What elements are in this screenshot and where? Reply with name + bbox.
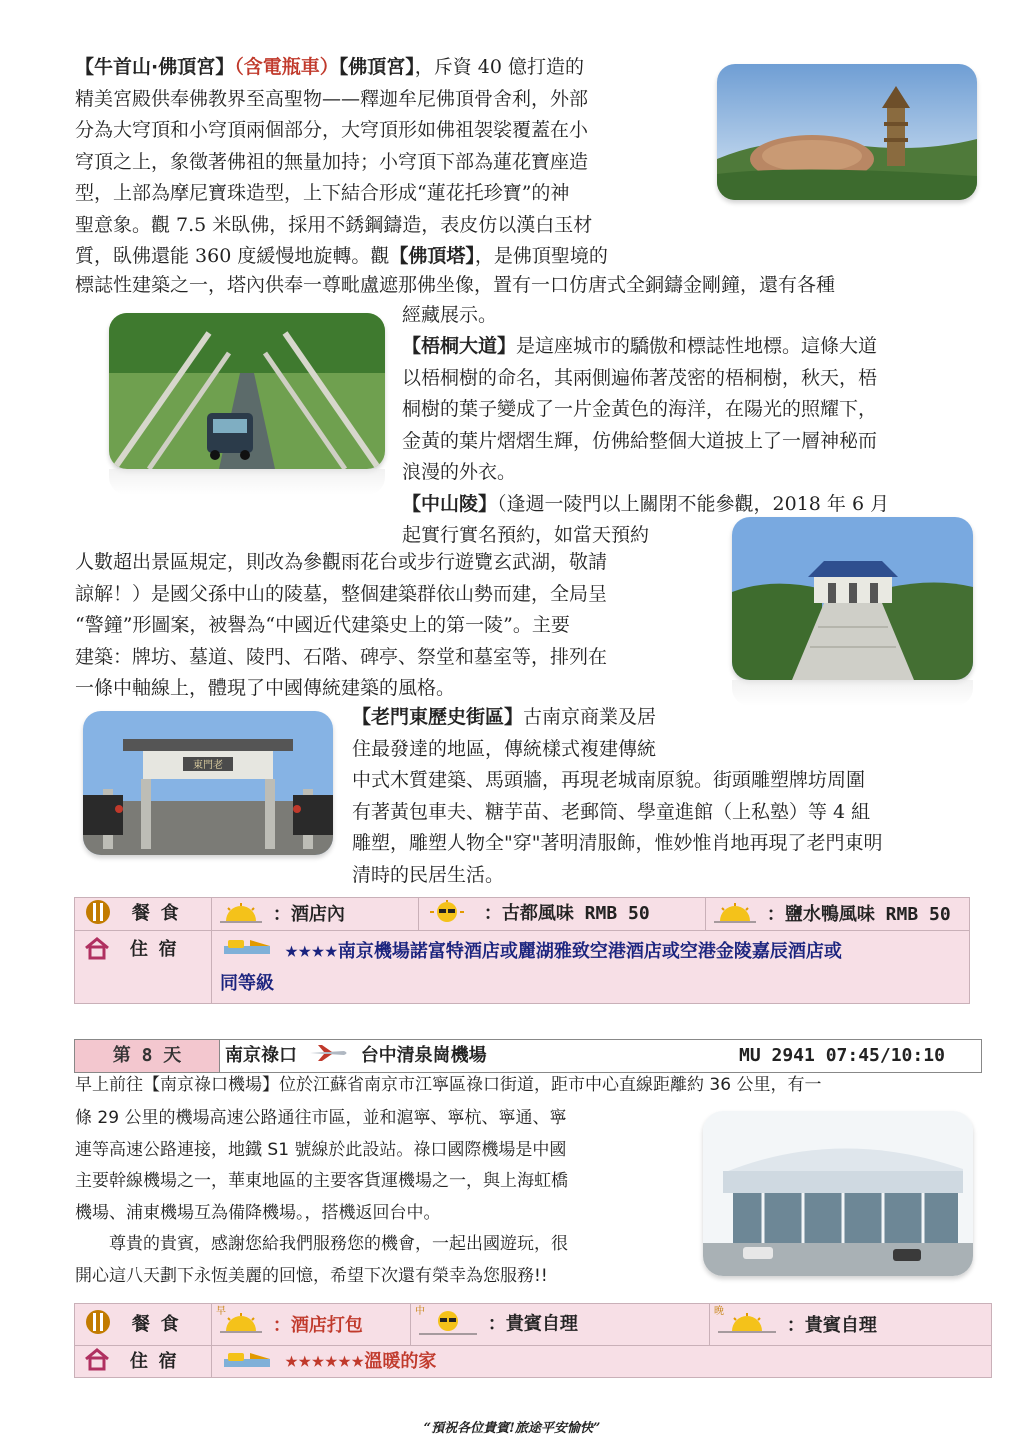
foding-line-8: 標誌性建築之一，塔內供奉一尊毗盧遮那佛坐像，置有一口仿唐式全銅鑄金剛鐘，還有各種 xyxy=(75,274,836,296)
day7-stay-row xyxy=(75,931,970,1004)
sunset-icon xyxy=(718,1313,776,1338)
day8-line-7: 開心這八天劃下永恆美麗的回憶，希望下次還有榮幸為您服務!! xyxy=(75,1265,548,1286)
lunch-mark: 中 xyxy=(415,1306,425,1317)
house-icon xyxy=(83,1347,111,1376)
foding-palace-photo xyxy=(717,64,977,200)
bed-icon xyxy=(220,936,274,968)
foding-lead-note: （含電瓶車） xyxy=(234,56,339,78)
wutong-title: 【梧桐大道】 xyxy=(402,335,517,357)
hotel-line-2: 同等級 xyxy=(220,973,274,994)
day8-paragraph xyxy=(75,1103,695,1292)
day8-line-2: 條 29 公里的機場高速公路通往市區，並和滬寧、寧杭、寧通、寧 xyxy=(75,1108,567,1128)
meal7-dinner-cell: ：鹽水鴨風味 RMB 50 xyxy=(706,898,970,931)
zhongshan-line-2: 起實行實名預約，如當天預約 xyxy=(402,524,650,546)
sunrise-icon xyxy=(220,903,262,928)
sun-sunglasses-icon xyxy=(427,900,467,929)
stay-label-cell: 住 宿 xyxy=(75,931,212,1004)
meal7-breakfast-cell: ：酒店內 xyxy=(212,898,419,931)
zhongshan-line-6: 建築：牌坊、墓道、陵門、石階、碑亭、祭堂和墓室等，排列在 xyxy=(75,645,608,668)
foding-line-9: 經藏展示。 xyxy=(402,304,498,326)
laomendong-line-2: 住最發達的地區，傳統樣式複建傳統 xyxy=(352,737,657,760)
laomendong-title: 【老門東歷史街區】 xyxy=(352,706,524,728)
gate-sign-text: 東門老 xyxy=(193,760,223,771)
sunset-icon xyxy=(714,903,756,928)
meal8-label-cell: 餐 食 xyxy=(75,1304,212,1346)
sunrise-icon xyxy=(220,1313,262,1338)
day8-label: 第 8 天 xyxy=(75,1040,220,1072)
day7-meal-table xyxy=(74,897,970,1004)
zhongshan-line-5: “警鐘”形圖案，被譽為“中國近代建築史上的第一陵”。主要 xyxy=(75,614,570,636)
meal-label-cell: 餐 食 xyxy=(75,898,212,931)
footer-wishes: “預祝各位貴賓!旅途平安愉快” xyxy=(423,1421,601,1436)
laomendong-line-5: 雕塑，雕塑人物全"穿"著明清服飾，惟妙惟肖地再現了老門東明 xyxy=(352,832,883,854)
day8-line-6: 尊貴的貴賓，感謝您給我們服務您的機會，一起出國遊玩，很 xyxy=(109,1234,568,1254)
laomendong-gate-photo xyxy=(83,711,333,855)
laomendong-line-1: 【老門東歷史街區】古南京商業及居 xyxy=(352,706,657,728)
stay-label-cell: 住 宿 xyxy=(75,1346,212,1378)
foding-line-6: 聖意象。觀 7.5 米臥佛，採用不銹鋼鑄造，表皮仿以漢白玉材 xyxy=(75,213,593,236)
day8-header xyxy=(74,1039,982,1073)
day8-line-5: 機場、浦東機場互為備降機場。，搭機返回台中。 xyxy=(75,1202,441,1223)
wutong-line-3: 桐樹的葉子變成了一片金黃色的海洋，在陽光的照耀下， xyxy=(402,398,878,420)
day7-meal-row xyxy=(75,898,970,931)
wutong-line-5: 浪漫的外衣。 xyxy=(402,461,517,483)
foding-title-2: 【佛頂宮】 xyxy=(338,56,415,78)
fodingta-title: 【佛頂塔】 xyxy=(389,245,475,267)
laomendong-line-3: 中式木質建築、馬頭牆，再現老城南原貌。街頭雕塑牌坊周圍 xyxy=(352,769,866,791)
house-icon xyxy=(83,936,111,965)
wutong-avenue-photo xyxy=(109,313,385,469)
zhongshan-line-1: 【中山陵】（逢週一陵門以上關閉不能參觀，2018 年 6 月 xyxy=(402,492,890,515)
foding-line-7: 質，臥佛還能 360 度緩慢地旋轉。觀【佛頂塔】，是佛頂聖境的 xyxy=(75,245,608,267)
foding-line-4: 穹頂之上，象徵著佛祖的無量加持；小穹頂下部為蓮花寶座造 xyxy=(75,150,589,173)
meal8-lunch-cell: 中 ：貴賓自理 xyxy=(411,1304,710,1346)
dinner-mark: 晚 xyxy=(714,1306,724,1317)
zhongshan-paragraph xyxy=(75,547,715,705)
foding-paragraph xyxy=(75,52,715,273)
hotel-line-1: 南京機場諾富特酒店或麗湖雅致空港酒店或空港金陵嘉辰酒店或 xyxy=(337,941,842,962)
laomendong-paragraph xyxy=(352,702,982,891)
foding-line-5: 型，上部為摩尼寶珠造型，上下結合形成“蓮花托珍寶”的神 xyxy=(75,182,570,204)
day8-meal-row xyxy=(75,1304,992,1346)
meal7-lunch-cell: ：古都風味 RMB 50 xyxy=(419,898,706,931)
day7-hotel-cell xyxy=(212,931,970,1004)
foding-lead-title: 【牛首山·佛頂宮】 xyxy=(75,56,235,78)
zhongshan-mausoleum-photo xyxy=(732,517,973,680)
day8-line-1: 早上前往【南京祿口機場】位於江蘇省南京市江寧區祿口街道，距市中心直線距離約 36 公里，有一 xyxy=(75,1075,822,1095)
wutong-line-1: 【梧桐大道】是這座城市的驕傲和標誌性地標。這條大道 xyxy=(402,335,878,357)
foding-line-3: 分為大穹頂和小穹頂兩個部分，大穹頂形如佛祖袈裟覆蓋在小 xyxy=(75,119,589,141)
fork-spoon-icon xyxy=(83,899,113,930)
zhongshan-line-3: 人數超出景區規定，則改為參觀雨花台或步行遊覽玄武湖，敬請 xyxy=(75,551,608,573)
laomendong-line-4: 有著黃包車夫、糖芋苗、老郵筒、學童進館（上私塾）等 4 組 xyxy=(352,800,871,823)
meal8-dinner-cell: 晚 ：貴賓自理 xyxy=(710,1304,992,1346)
route-to: 台中清泉崗機場 xyxy=(360,1045,487,1066)
day8-stay-row xyxy=(75,1346,992,1378)
route-from: 南京祿口 xyxy=(225,1045,297,1066)
day8-line-4: 主要幹線機場之一，華東地區的主要客貨運機場之一，與上海虹橋 xyxy=(75,1171,568,1191)
wutong-line-4: 金黃的葉片熠熠生輝，仿佛給整個大道披上了一層神秘而 xyxy=(402,429,878,452)
airport-photo xyxy=(703,1111,973,1276)
zhongshan-title: 【中山陵】 xyxy=(402,492,498,515)
laomendong-line-6: 清時的民居生活。 xyxy=(352,863,505,886)
airplane-icon xyxy=(308,1040,350,1072)
sun-sunglasses-icon xyxy=(419,1309,477,1340)
wutong-photo-reflection xyxy=(109,469,385,495)
zhongshan-line-4: 諒解！）是國父孫中山的陵墓，整個建築群依山勢而建，全局呈 xyxy=(75,582,608,605)
bed-icon xyxy=(220,1349,274,1376)
zhongshan-line-7: 一條中軸線上，體現了中國傳統建築的風格。 xyxy=(75,677,456,699)
wutong-line-2: 以梧桐樹的命名，其兩側遍佈著茂密的梧桐樹，秋天，梧 xyxy=(402,366,878,389)
meal8-breakfast-cell: 早 ：酒店打包 xyxy=(212,1304,411,1346)
foding-line-2: 精美宮殿供奉佛教界至高聖物——釋迦牟尼佛頂骨舍利，外部 xyxy=(75,87,589,110)
foding-line-1 xyxy=(75,52,715,84)
home-stars: ★★★★★★ xyxy=(284,1348,365,1374)
day8-route xyxy=(225,1040,487,1072)
day8-home-cell xyxy=(212,1346,992,1378)
flight-number: MU 2941 07:45/10:10 xyxy=(739,1045,945,1066)
day8-meal-table xyxy=(74,1303,992,1378)
fork-spoon-icon xyxy=(83,1309,113,1340)
foding-line1-text: ，斥資 40 億打造的 xyxy=(414,56,585,78)
home-text: 溫暖的家 xyxy=(364,1351,437,1373)
breakfast-mark: 早 xyxy=(216,1306,226,1317)
day8-line-3: 連等高速公路連接，地鐵 S1 號線於此設站。祿口國際機場是中國 xyxy=(75,1139,567,1160)
hotel-stars: ★★★★ xyxy=(284,938,338,963)
